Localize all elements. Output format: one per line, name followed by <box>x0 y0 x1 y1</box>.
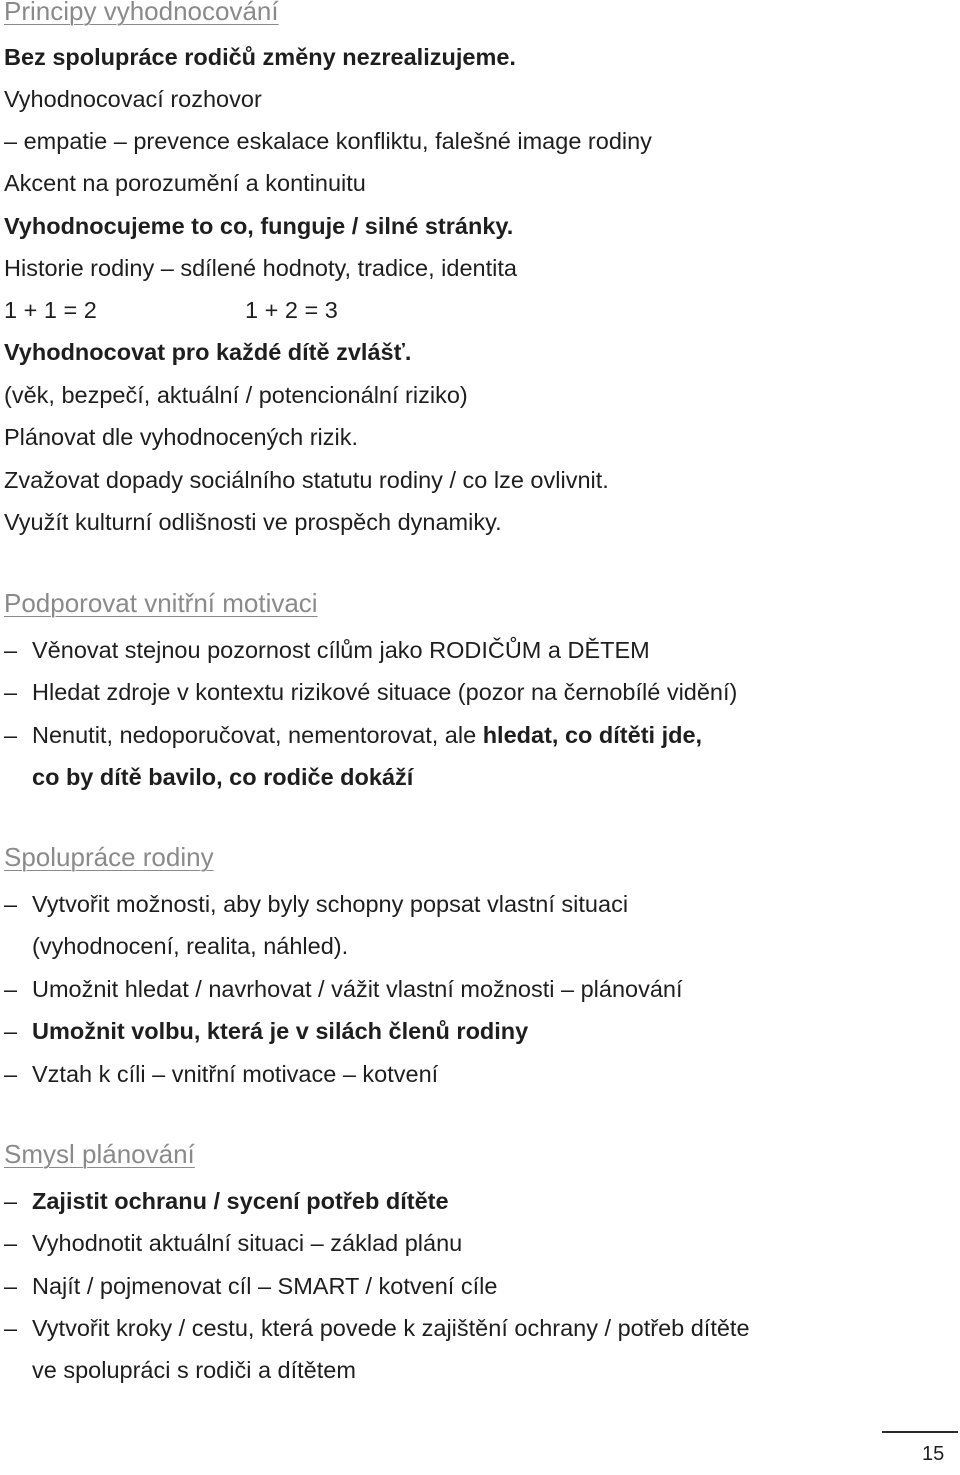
bullet-dash: – <box>4 1273 18 1299</box>
text-line: (věk, bezpečí, aktuální / potencionální riziko) <box>4 382 468 408</box>
list-item: Vztah k cíli – vnitřní motivace – kotvení <box>32 1061 439 1087</box>
footer-rule <box>882 1431 958 1433</box>
text-line: Využít kulturní odlišnosti ve prospěch dynamiky. <box>4 509 502 535</box>
list-item-continuation: co by dítě bavilo, co rodiče dokáží <box>32 764 414 790</box>
bullet-dash: – <box>4 891 18 917</box>
list-item-continuation: (vyhodnocení, realita, náhled). <box>32 933 349 959</box>
equation-left: 1 + 1 = 2 <box>4 297 97 323</box>
bullet-dash: – <box>4 1061 18 1087</box>
heading-motivation: Podporovat vnitřní motivaci <box>4 588 318 618</box>
list-item: Umožnit hledat / navrhovat / vážit vlastní možnosti – plánování <box>32 976 683 1002</box>
text-line: – empatie – prevence eskalace konfliktu, falešné image rodiny <box>4 128 652 154</box>
bullet-dash: – <box>4 722 18 748</box>
bullet-dash: – <box>4 1018 18 1044</box>
list-item: Vytvořit možnosti, aby byly schopny popsat vlastní situaci <box>32 891 629 917</box>
text-line: Akcent na porozumění a kontinuitu <box>4 170 366 196</box>
list-item: Věnovat stejnou pozornost cílům jako RODIČŮM a DĚTEM <box>32 637 650 663</box>
list-item-text: Nenutit, nedoporučovat, nementorovat, ale <box>32 722 483 748</box>
text-line: Vyhodnocujeme to co, funguje / silné stránky. <box>4 213 514 239</box>
bullet-dash: – <box>4 1315 18 1341</box>
heading-principles: Principy vyhodnocování <box>4 0 279 26</box>
bullet-dash: – <box>4 637 18 663</box>
bullet-dash: – <box>4 976 18 1002</box>
text-line: Vyhodnocovat pro každé dítě zvlášť. <box>4 339 412 365</box>
bullet-dash: – <box>4 1188 18 1214</box>
list-item: Umožnit volbu, která je v silách členů rodiny <box>32 1018 529 1044</box>
bullet-dash: – <box>4 1230 18 1256</box>
text-line: Vyhodnocovací rozhovor <box>4 86 262 112</box>
list-item: Najít / pojmenovat cíl – SMART / kotvení cíle <box>32 1273 498 1299</box>
list-item <box>32 717 702 753</box>
equation-right: 1 + 2 = 3 <box>245 297 338 323</box>
list-item-emphasis: hledat, co dítěti jde, <box>482 722 703 748</box>
list-item: Vyhodnotit aktuální situaci – základ plánu <box>32 1230 463 1256</box>
heading-cooperation: Spolupráce rodiny <box>4 842 214 872</box>
list-item: Vytvořit kroky / cestu, která povede k zajištění ochrany / potřeb dítěte <box>32 1315 750 1341</box>
list-item: Hledat zdroje v kontextu rizikové situace (pozor na černobílé vidění) <box>32 679 738 705</box>
list-item-continuation: ve spolupráci s rodiči a dítětem <box>32 1357 356 1383</box>
heading-planning: Smysl plánování <box>4 1139 195 1169</box>
text-line: Plánovat dle vyhodnocených rizik. <box>4 424 359 450</box>
text-line: Bez spolupráce rodičů změny nezrealizujeme. <box>4 44 516 70</box>
bullet-dash: – <box>4 679 18 705</box>
text-line: Zvažovat dopady sociálního statutu rodiny / co lze ovlivnit. <box>4 467 609 493</box>
list-item: Zajistit ochranu / sycení potřeb dítěte <box>32 1188 449 1214</box>
page-number: 15 <box>922 1443 945 1465</box>
text-line: Historie rodiny – sdílené hodnoty, tradice, identita <box>4 255 517 281</box>
